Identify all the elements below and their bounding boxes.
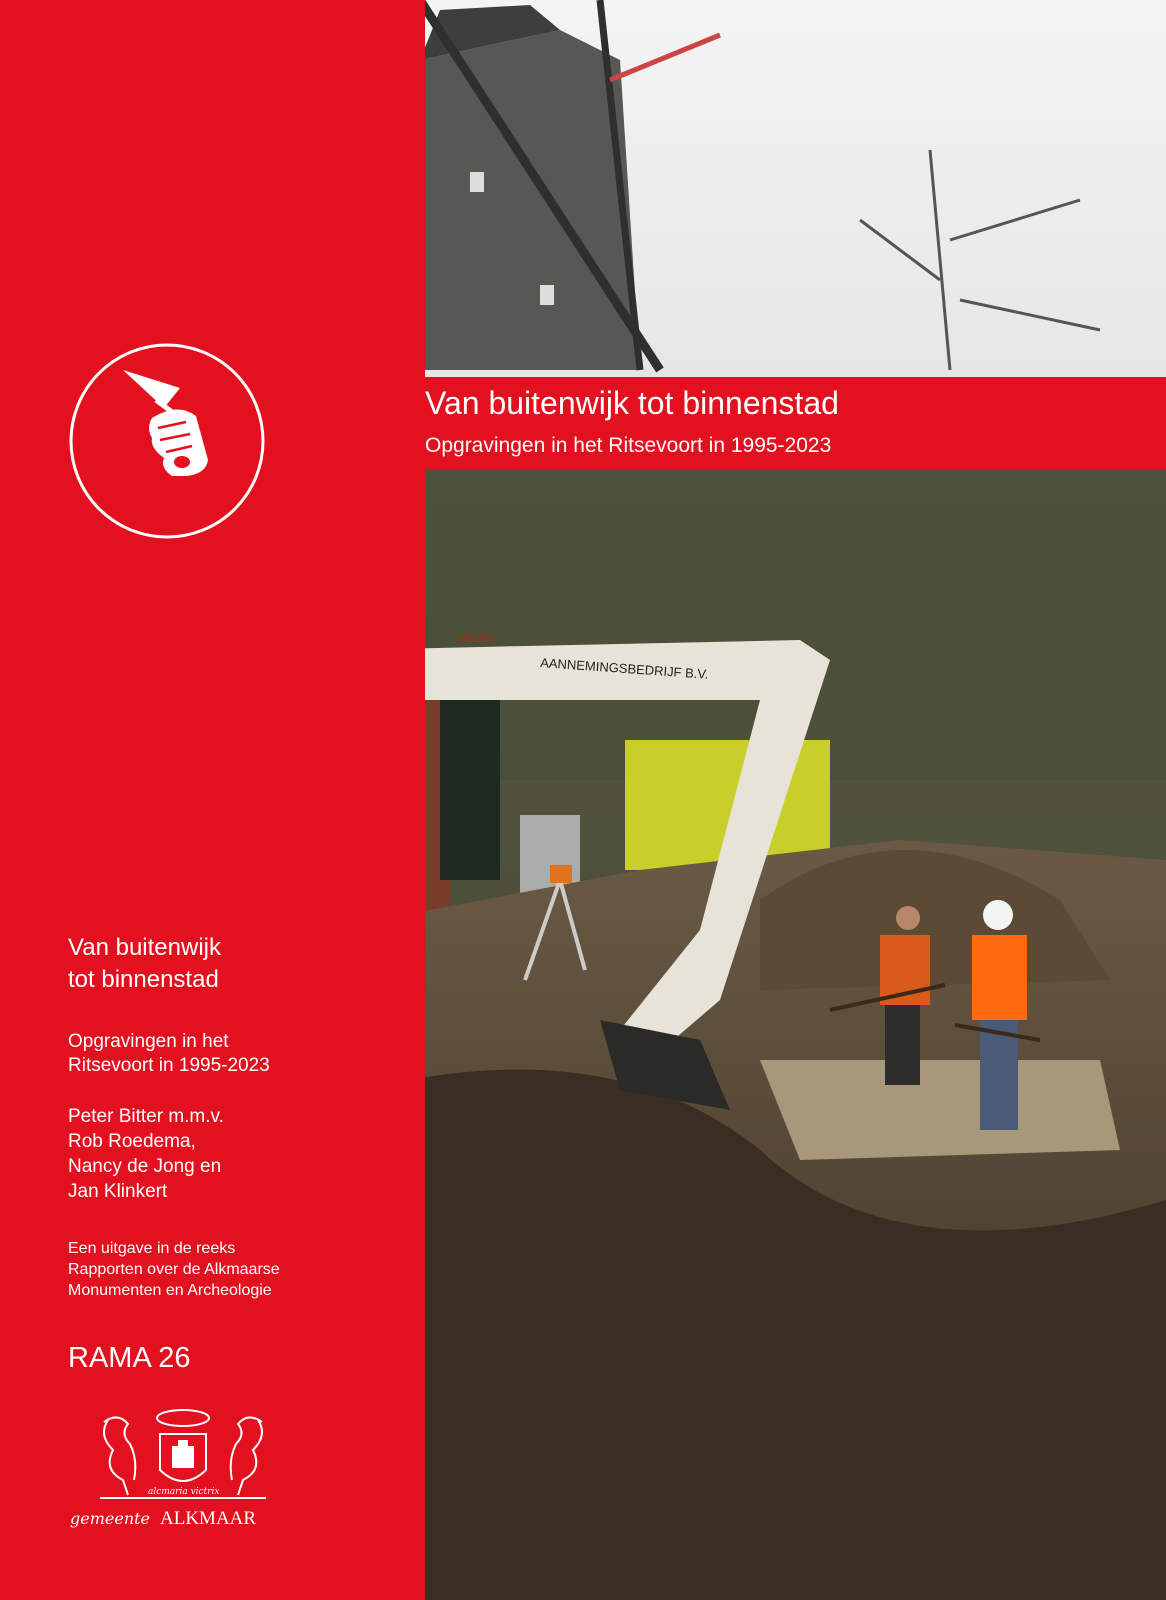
spine-tab (325, 735, 425, 825)
cover-subtitle: Opgravingen in het Ritsevoort in 1995-2023 (425, 434, 832, 457)
side-subtitle-line: Opgravingen in het (68, 1031, 229, 1052)
author-line: Peter Bitter m.m.v. (68, 1106, 224, 1127)
alkmaar-coat-of-arms (68, 1400, 298, 1535)
series-line: Een uitgave in de reeks (68, 1240, 236, 1257)
series-line: Monumenten en Archeologie (68, 1282, 272, 1299)
crest-motto: alcmaria victrix (148, 1487, 220, 1497)
spine-tab (325, 1285, 425, 1380)
cover-title: Van buitenwijk tot binnenstad (425, 385, 839, 421)
spine-tab (325, 0, 425, 90)
title-band (330, 377, 1166, 469)
authors (68, 1104, 224, 1204)
excavator-brand: BA.RU (460, 633, 494, 645)
crest-prefix: gemeente (70, 1509, 151, 1528)
side-title-line: Van buitenwijk (68, 934, 221, 961)
spine-tab (325, 552, 425, 642)
excavator-company: AANNEMINGSBEDRIJF B.V. (539, 655, 709, 682)
side-title-line: tot binnenstad (68, 966, 219, 993)
author-line: Rob Roedema, (68, 1131, 196, 1152)
spine-tab (325, 918, 425, 1008)
side-subtitle-line: Ritsevoort in 1995-2023 (68, 1055, 270, 1076)
author-line: Jan Klinkert (68, 1181, 168, 1202)
windmill-photo (325, 0, 1166, 380)
series-info (68, 1238, 280, 1301)
spine-tab (325, 185, 425, 280)
side-subtitle (68, 1030, 270, 1078)
author-line: Nancy de Jong en (68, 1156, 222, 1177)
crest-municipality: ALKMAAR (160, 1508, 257, 1529)
trowel-icon (68, 342, 266, 540)
spine-tab (325, 1100, 425, 1195)
excavation-photo (325, 460, 1166, 1600)
series-line: Rapporten over de Alkmaarse (68, 1261, 280, 1278)
side-title (68, 932, 221, 996)
spine-tab (325, 1470, 425, 1565)
series-code: RAMA 26 (68, 1342, 191, 1374)
